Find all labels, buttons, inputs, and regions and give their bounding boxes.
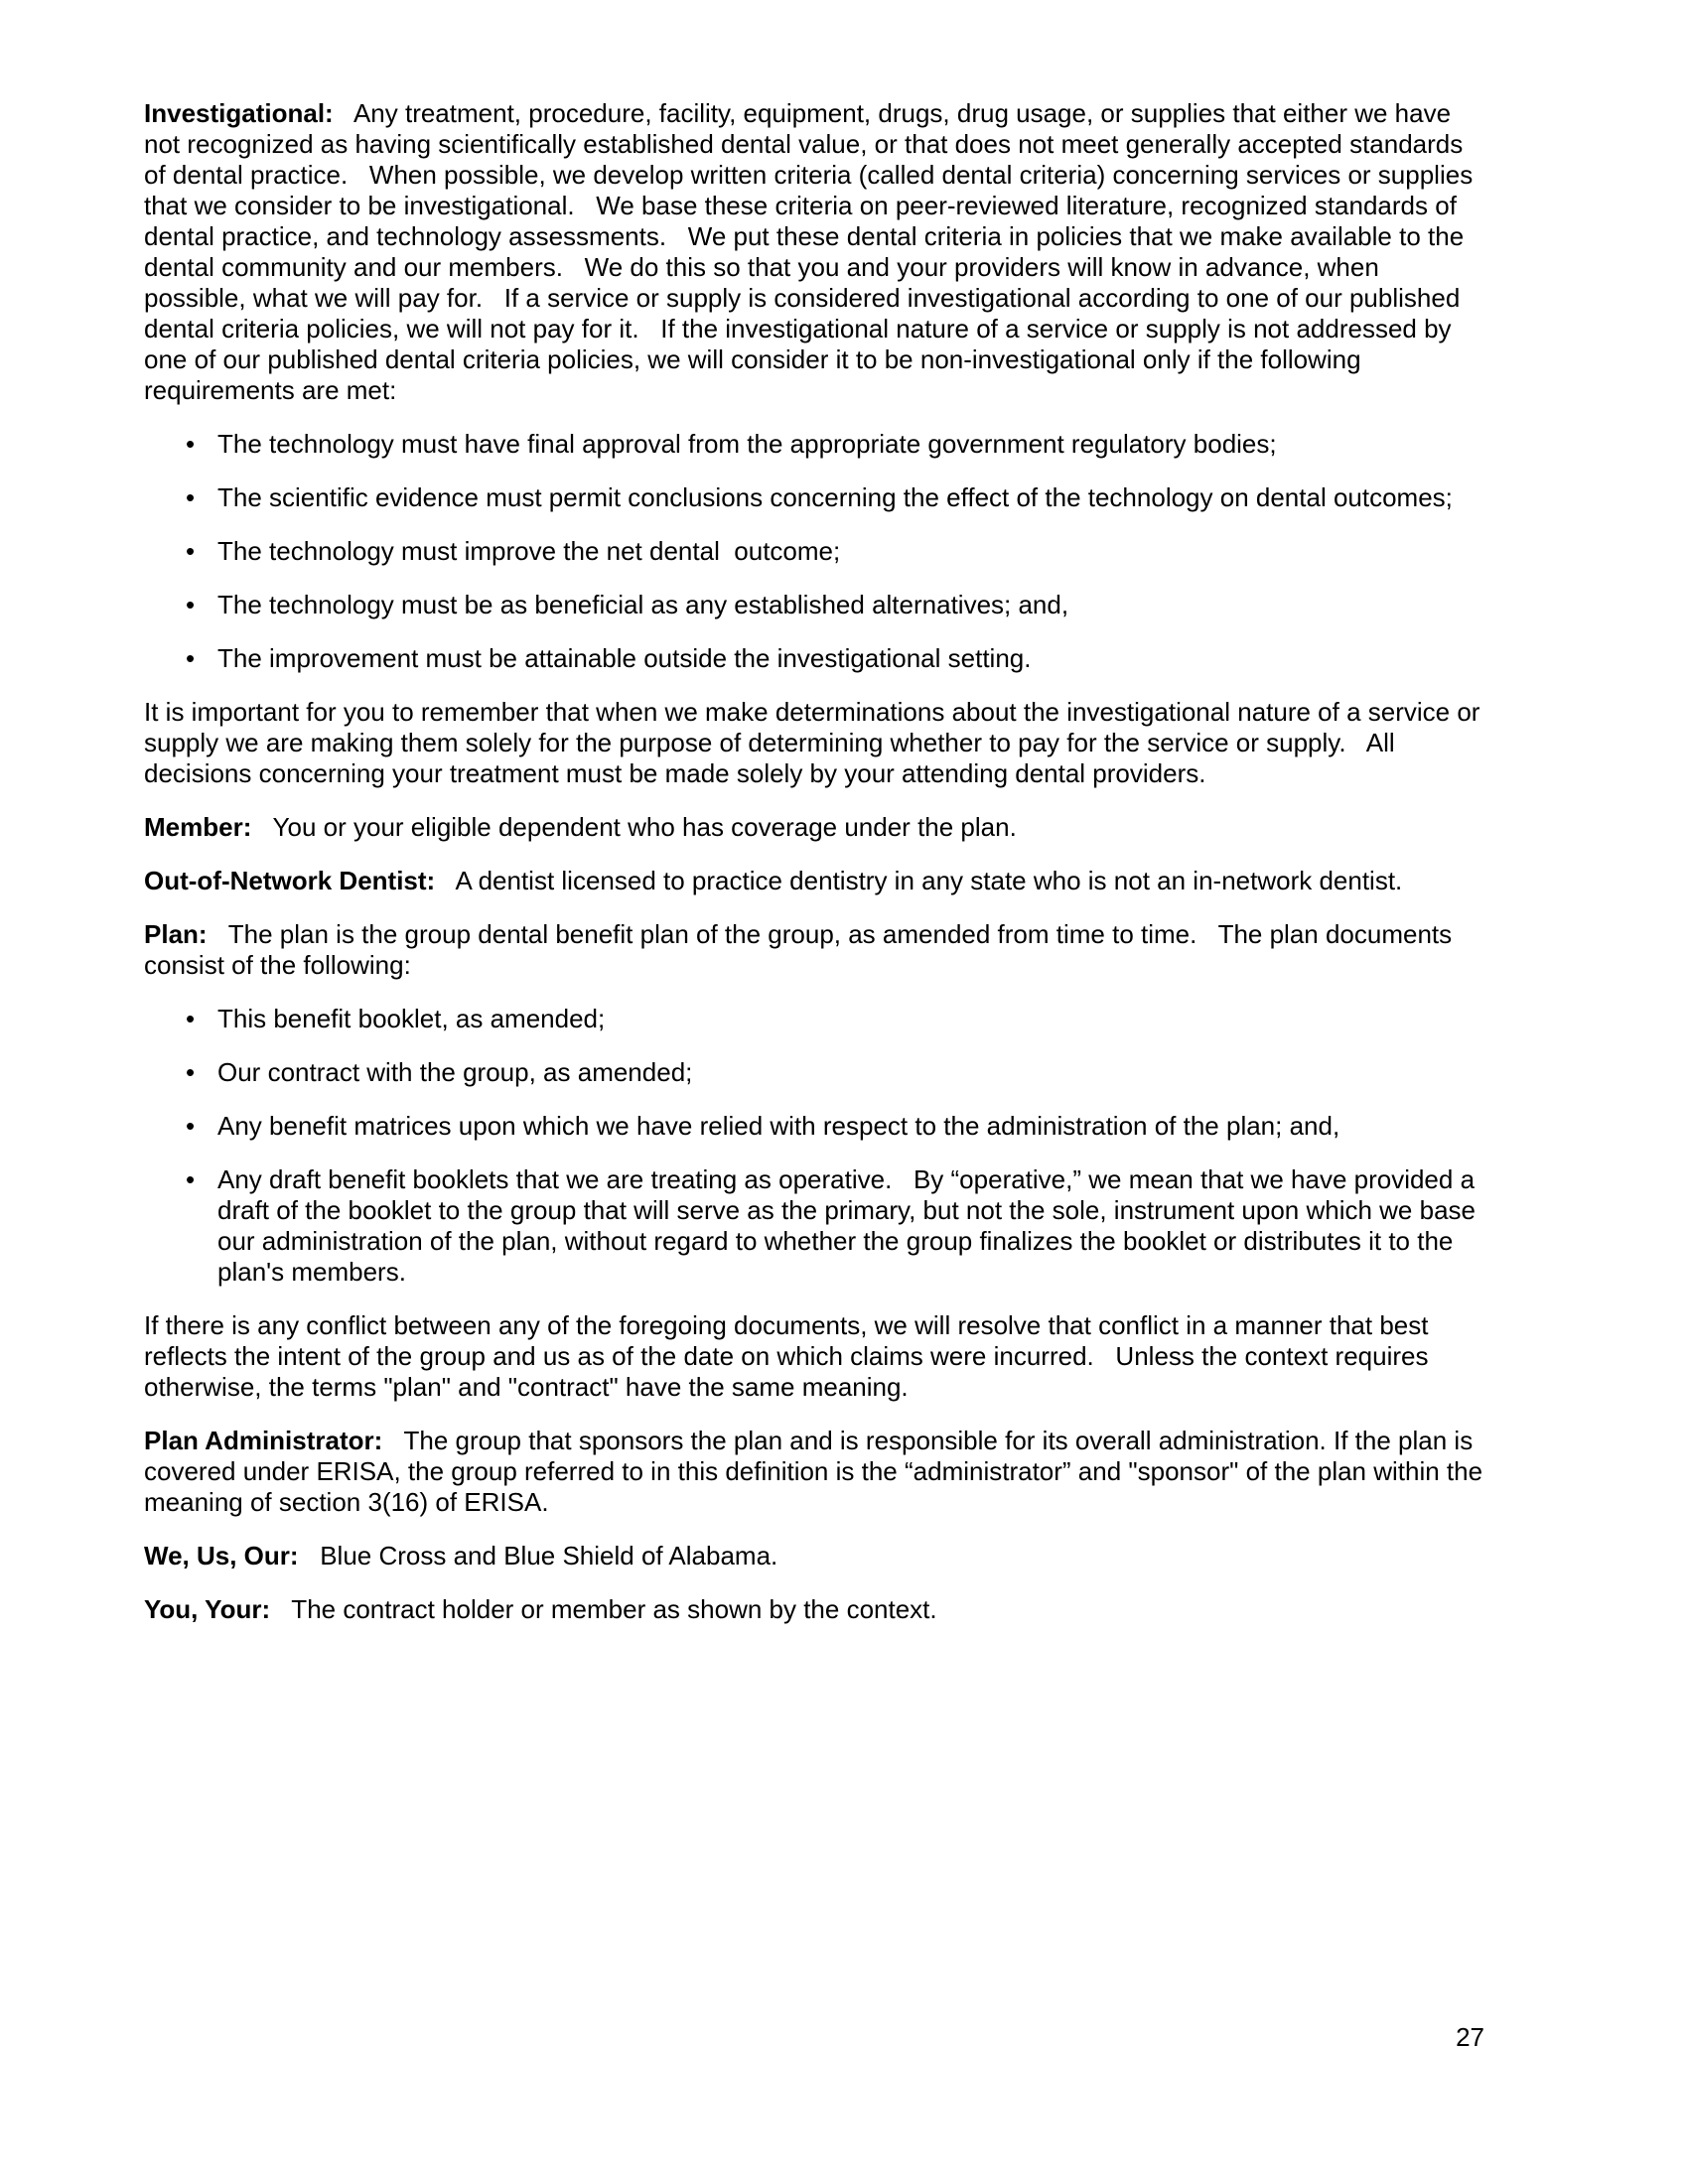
list-item	[144, 1004, 1484, 1034]
definition-term-plan: Plan:	[144, 919, 208, 949]
list-item-text: Our contract with the group, as amended;	[217, 1057, 693, 1087]
bullet-icon: •	[186, 643, 196, 673]
bullet-icon: •	[186, 1164, 196, 1194]
definition-investigational	[144, 98, 1484, 406]
list-item	[144, 536, 1484, 567]
bullet-icon: •	[186, 482, 196, 512]
list-item-text: Any draft benefit booklets that we are treating as operative. By “operative,” we mean that we have provided a draft of the booklet to the group that will serve as the primary, but not the sole, instrument upon which we base our administration of the plan, without regard to whether the group finalizes the booklet or distributes it to the plan's members.	[217, 1164, 1483, 1287]
definition-term-out-of-network-dentist: Out-of-Network Dentist:	[144, 866, 436, 895]
list-item	[144, 1057, 1484, 1088]
definition-term-plan-administrator: Plan Administrator:	[144, 1426, 383, 1455]
paragraph-text: It is important for you to remember that when we make determinations about the investigational nature of a service or supply we are making them solely for the purpose of determining whether to pay for the service or supply. All decisions concerning your treatment must be made solely by your attending dental providers.	[144, 697, 1487, 788]
list-item	[144, 429, 1484, 460]
definition-term-investigational: Investigational:	[144, 98, 334, 128]
list-item-text: The technology must have final approval from the appropriate government regulatory bodies;	[217, 429, 1277, 459]
list-item-text: The technology must improve the net dental outcome;	[217, 536, 841, 566]
definition-term-you-your: You, Your:	[144, 1594, 271, 1624]
bullet-icon: •	[186, 1057, 196, 1087]
list-item	[144, 643, 1484, 674]
definition-plan	[144, 919, 1484, 981]
bullet-icon: •	[186, 590, 196, 619]
list-item	[144, 1111, 1484, 1142]
list-item-text: This benefit booklet, as amended;	[217, 1004, 606, 1033]
list-item-text: Any benefit matrices upon which we have relied with respect to the administration of the plan; and,	[217, 1111, 1340, 1141]
investigational-requirements-list	[144, 429, 1484, 674]
bullet-icon: •	[186, 429, 196, 459]
definition-text-investigational: Any treatment, procedure, facility, equipment, drugs, drug usage, or supplies that either we have not recognized as having scientifically established dental value, or that does not meet generally accepted standards of dental practice. When possible, we develop written criteria (called dental criteria) concerning services or supplies that we consider to be investigational. We base these criteria on peer-reviewed literature, recognized standards of dental practice, and technology assessments. We put these dental criteria in policies that we make available to the dental community and our members. We do this so that you and your providers will know in advance, when possible, what we will pay for. If a service or supply is considered investigational according to one of our published dental criteria policies, we will not pay for it. If the investigational nature of a service or supply is not addressed by one of our published dental criteria policies, we will consider it to be non-investigational only if the following requirements are met:	[144, 98, 1480, 405]
definition-term-member: Member:	[144, 812, 252, 842]
definition-we-us-our	[144, 1541, 1484, 1571]
list-item-text: The technology must be as beneficial as any established alternatives; and,	[217, 590, 1069, 619]
paragraph-determinations	[144, 697, 1487, 789]
definition-term-we-us-our: We, Us, Our:	[144, 1541, 299, 1570]
definition-text-we-us-our: Blue Cross and Blue Shield of Alabama.	[298, 1541, 778, 1570]
list-item-text: The improvement must be attainable outside the investigational setting.	[217, 643, 1032, 673]
paragraph-text: If there is any conflict between any of the foregoing documents, we will resolve that conflict in a manner that best reflects the intent of the group and us as of the date on which claims were incurred. Unless the context requires otherwise, the terms "plan" and "contract" have the same meaning.	[144, 1310, 1436, 1402]
bullet-icon: •	[186, 1111, 196, 1141]
definition-text-plan: The plan is the group dental benefit plan of the group, as amended from time to time. The plan documents consist of the following:	[144, 919, 1460, 980]
page-content	[144, 98, 1490, 1648]
definition-out-of-network-dentist	[144, 866, 1484, 896]
definition-text-you-your: The contract holder or member as shown by the context.	[270, 1594, 937, 1624]
list-item	[144, 1164, 1484, 1288]
definition-member	[144, 812, 1484, 843]
list-item	[144, 482, 1484, 513]
definition-text-out-of-network-dentist: A dentist licensed to practice dentistry in any state who is not an in-network dentist.	[435, 866, 1403, 895]
definition-text-member: You or your eligible dependent who has coverage under the plan.	[251, 812, 1017, 842]
list-item-text: The scientific evidence must permit conclusions concerning the effect of the technology on dental outcomes;	[217, 482, 1453, 512]
list-item	[144, 590, 1484, 620]
bullet-icon: •	[186, 536, 196, 566]
definition-text-plan-administrator: The group that sponsors the plan and is responsible for its overall administration. If the plan is covered under ERISA, the group referred to in this definition is the “administrator” and "sponsor" of the plan within the meaning of section 3(16) of ERISA.	[144, 1426, 1490, 1517]
paragraph-conflict	[144, 1310, 1484, 1403]
bullet-icon: •	[186, 1004, 196, 1033]
plan-documents-list	[144, 1004, 1484, 1288]
definition-plan-administrator	[144, 1426, 1490, 1518]
definition-you-your	[144, 1594, 1484, 1625]
page-number: 27	[1456, 2022, 1484, 2052]
